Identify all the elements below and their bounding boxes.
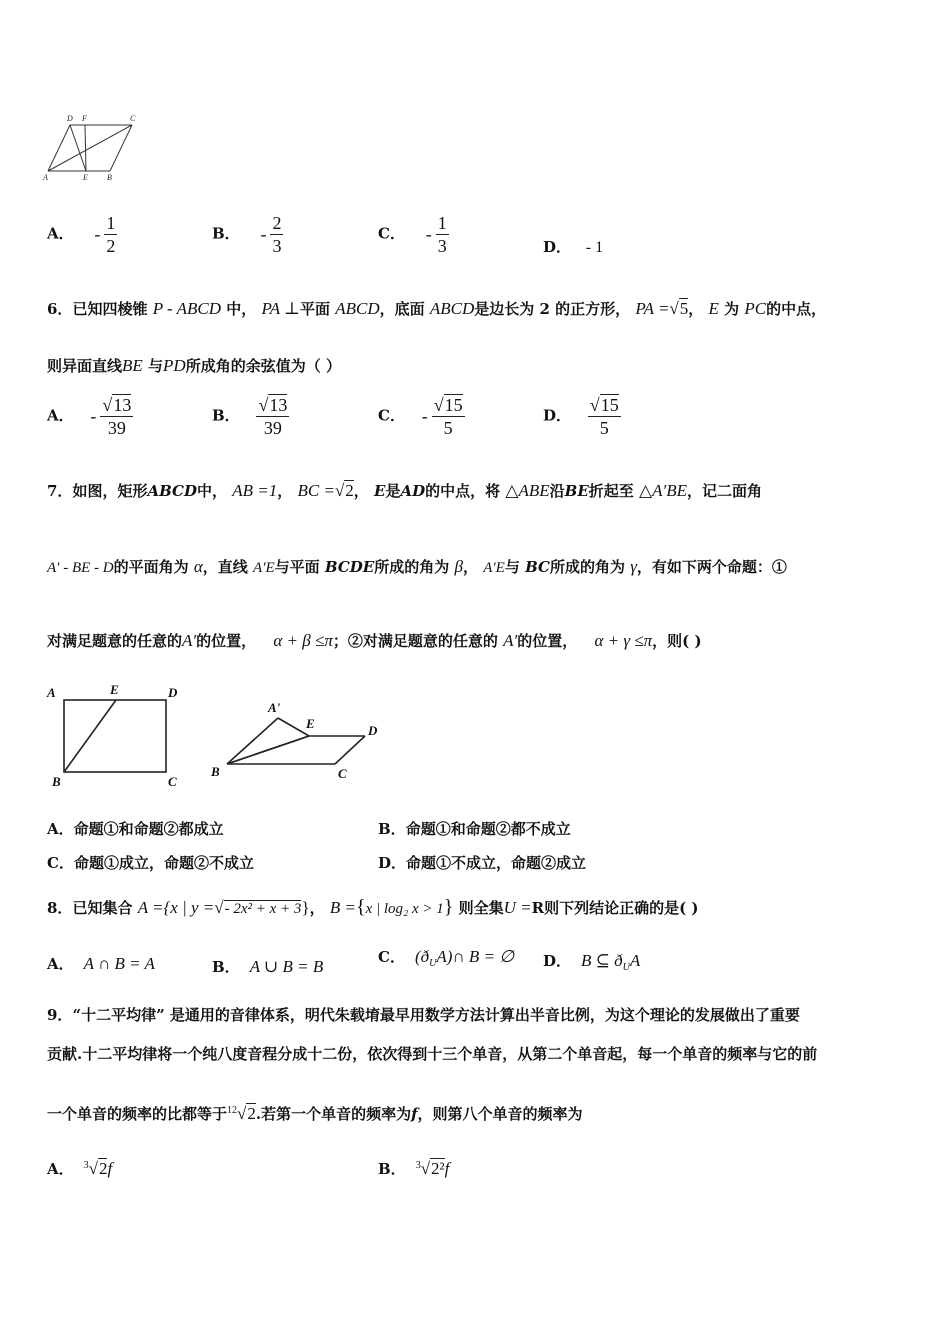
q5-fig-label-d: D [67, 114, 73, 123]
q6-option-b[interactable]: B． $\frac{√13}{39}$ [212, 395, 288, 438]
q7-fig1-label-e: E [110, 682, 119, 697]
q7-folded-figure [205, 694, 395, 784]
q7-fig2-label-d: D [368, 723, 378, 738]
q8-stem: 8．已知集合 A ={x | y =√- 2x² + x + 3}， B ={x | log₂ x > 1} 则全集U =R则下列结论正确的是( ) [47, 896, 699, 918]
q6-stem-line1: 6．已知四棱锥 P - ABCD 中， PA ⊥平面 ABCD，底面 ABCD是边长为 2 的正方形， PA =√5， E 为 PC的中点， [47, 299, 827, 318]
q7-fig2-label-b: B [211, 764, 220, 779]
q8-option-c[interactable]: C． $(ð_UA)\cap$ B = ∅ [378, 947, 515, 969]
q5-fig-label-e: E [83, 173, 88, 182]
q5-option-d[interactable]: D． - 1 [543, 238, 604, 256]
q7-option-b[interactable]: B．命题①和命题②都不成立 [378, 820, 571, 838]
q7-fig2-label-a: A' [268, 700, 281, 715]
q7-option-d[interactable]: D．命题①不成立，命题②成立 [378, 854, 587, 872]
q8-option-a[interactable]: A． A ∩ B = A [47, 954, 155, 973]
q7-fig2-label-c: C [338, 766, 347, 781]
option-label: A． [47, 224, 74, 243]
q9-stem-line1: 9．“十二平均律” 是通用的音律体系，明代朱载堉最早用数学方法计算出半音比例，为这个理论的发展做出了重要 [47, 1006, 800, 1024]
q9-option-a[interactable]: A． $^3$√2f [47, 1159, 113, 1178]
option-label: D． [543, 238, 572, 256]
q5-parallelogram-figure [40, 112, 140, 184]
q5-fig-label-a: A [43, 173, 48, 182]
q5-option-a[interactable]: A． - $\frac{1}{2}$ [47, 213, 116, 256]
q7-fig1-label-a: A [47, 685, 56, 700]
q7-option-a[interactable]: A．命题①和命题②都成立 [47, 820, 224, 838]
q9-stem-line2: 贡献.十二平均律将一个纯八度音程分成十二份，依次得到十三个单音，从第二个单音起，每一个单音的频率与它的前 [47, 1045, 818, 1063]
q7-fig1-label-d: D [168, 685, 178, 700]
q5-fig-label-f: F [82, 114, 87, 123]
option-label: C． [378, 224, 405, 243]
option-label: B． [212, 224, 240, 243]
q9-option-b[interactable]: B． $^3$√2²f [378, 1159, 450, 1178]
q7-stem-line2: A′ - BE - D的平面角为 α，直线 A′E与平面 BCDE所成的角为 β， A′E与 BC所成的角为 γ，有如下两个命题：① [47, 557, 787, 576]
q8-option-b[interactable]: B． A ∪ B = B [212, 957, 324, 976]
q5-fig-label-b: B [107, 173, 112, 182]
q8-option-d[interactable]: D． B ⊆ $ð_UA$ [543, 951, 641, 973]
q6-option-c[interactable]: C． - $\frac{√15}{5}$ [378, 395, 463, 438]
q7-stem-line3: 对满足题意的任意的A′的位置， α + β ≤π；②对满足题意的任意的 A′的位置， α + γ ≤π，则( ) [47, 631, 702, 650]
q6-option-d[interactable]: D． $\frac{√15}{5}$ [543, 395, 619, 438]
q5-option-c[interactable]: C． - $\frac{1}{3}$ [378, 213, 447, 256]
q6-stem-line2: 则异面直线BE 与PD所成角的余弦值为（ ） [47, 356, 341, 375]
q7-rectangle-figure [44, 680, 194, 790]
q7-fig1-label-b: B [52, 774, 61, 789]
q9-stem-line3: 一个单音的频率的比都等于$^{12}$√2.若第一个单音的频率为f，则第八个单音的频率为 [47, 1104, 583, 1123]
q6-option-a[interactable]: A． - $\frac{√13}{39}$ [47, 395, 132, 438]
q7-option-c[interactable]: C．命题①成立，命题②不成立 [47, 854, 254, 872]
q5-fig-label-c: C [130, 114, 136, 123]
q7-fig1-label-c: C [168, 774, 177, 789]
q5-option-b[interactable]: B． - $\frac{2}{3}$ [212, 213, 282, 256]
q7-stem-line1: 7．如图，矩形ABCD中， AB =1， BC =√2， E是AD的中点，将 △ABE沿BE折起至 △A′BE，记二面角 [47, 481, 762, 500]
q7-fig2-label-e: E [306, 716, 315, 731]
